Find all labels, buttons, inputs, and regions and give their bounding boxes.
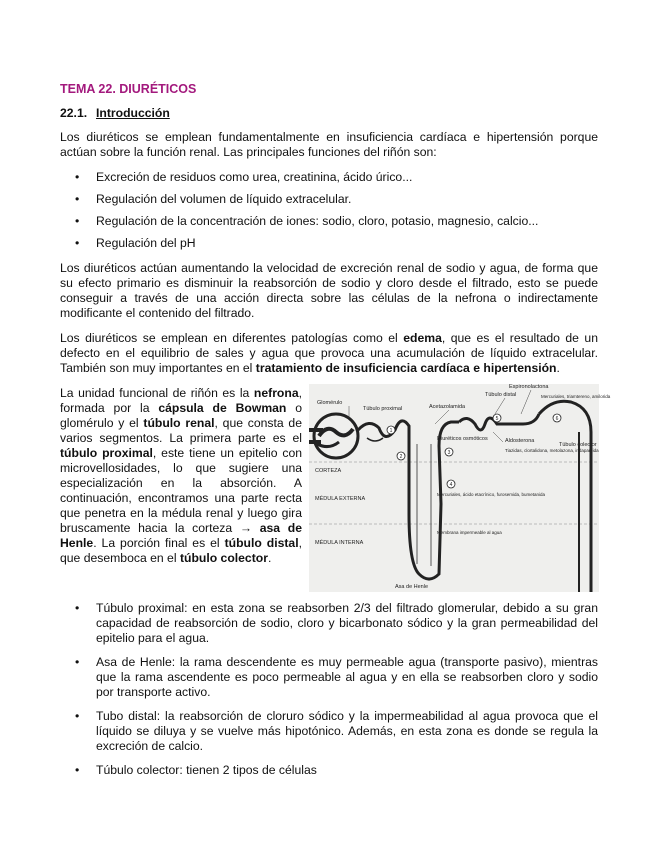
list-item: • Regulación del volumen de líquido extracelular. — [60, 192, 598, 207]
label-acetazolamida: Acetazolamida — [429, 404, 466, 410]
chapter-title: TEMA 22. DIURÉTICOS — [60, 82, 197, 96]
label-diureticos-osmoticos: Diuréticos osmóticos — [437, 436, 488, 442]
label-mercuriales-top: Mercuriales, triamtereno, amilorida — [541, 394, 611, 399]
list-item: • Regulación del pH — [60, 236, 598, 251]
marker-6: 6 — [555, 416, 559, 422]
label-aldosterona: Aldosterona — [505, 438, 535, 444]
kidney-functions-list — [60, 170, 598, 251]
nephron-paragraph: La unidad funcional de riñón es la nefrona, formada por la cápsula de Bowman o glomérulo y el túbulo renal, que consta de varios segmentos. La primera parte es el túbulo proximal, este tiene un epitelio con microvellosidades, lo que sugiere una especialización en la absorción. A continuación, encontramos una parte recta que penetra en la médula renal y luego gira bruscamente hacia la corteza → asa de Henle. La porción final es el túbulo distal, que desemboca en el túbulo colector. — [60, 386, 303, 565]
section-heading — [60, 106, 598, 121]
list-item: • Excreción de residuos como urea, creatinina, ácido úrico... — [60, 170, 598, 185]
edema-paragraph: Los diuréticos se emplean en diferentes patologías como el edema, que es el resultado de un defecto en el equilibrio de sales y agua que provoca una acumulación de líquido extracelular. También son muy importantes en el tratamiento de insuficiencia cardíaca e hipertensión. — [60, 331, 598, 375]
label-tiazidas: Tiazidas, clortalidona, metolazona, indapamida — [505, 448, 599, 453]
marker-4: 4 — [449, 482, 453, 488]
list-item: • Tubo distal: la reabsorción de cloruro sódico y la impermeabilidad al agua provoca que el líquido se diluya y se vuelve más hipotónico. Además, en esta zona es donde se regula la excreción de calcio. — [60, 709, 598, 754]
label-espironolactona: Espironolactona — [509, 384, 549, 390]
nephron-segments-list — [60, 601, 598, 778]
label-tubulo-proximal: Túbulo proximal — [363, 406, 403, 412]
nephron-section — [60, 384, 611, 591]
section-number: 22.1. — [60, 106, 88, 120]
label-tubulo-colector: Túbulo colector — [559, 442, 597, 448]
marker-3: 3 — [447, 450, 451, 456]
marker-1: 1 — [389, 428, 393, 434]
diuretics-action-paragraph: Los diuréticos actúan aumentando la velocidad de excreción renal de sodio y agua, de forma que su efecto primario es disminuir la reabsorción de sodio y cloro desde el filtrado, esto se puede conseguir a través de una acción directa sobre las células de la nefrona o indirectamente modificante el contenido del filtrado. — [60, 261, 598, 320]
list-item: • Regulación de la concentración de iones: sodio, cloro, potasio, magnesio, calcio... — [60, 214, 598, 229]
label-asa-de-henle: Asa de Henle — [395, 584, 429, 590]
list-item: • Túbulo proximal: en esta zona se reabsorben 2/3 del filtrado glomerular, debido a su gran capacidad de reabsorción de sodio, cloro y bicarbonato sódico y la gran permeabilidad del epitelio para el agua. — [60, 601, 598, 646]
list-item: • Túbulo colector: tienen 2 tipos de células — [60, 763, 598, 778]
nephron-diagram — [309, 384, 611, 592]
list-item: • Asa de Henle: la rama descendente es muy permeable agua (transporte pasivo), mientras que la rama ascendente es poco permeable al agua y en ella se reabsorben cloro y sodio por transporte activo. — [60, 655, 598, 700]
label-tubulo-distal: Túbulo distal — [485, 392, 517, 398]
marker-5: 5 — [495, 416, 499, 422]
label-medula-interna: MÉDULA INTERNA — [315, 540, 364, 546]
label-glomerulo: Glomérulo — [317, 400, 343, 406]
label-medula-externa: MÉDULA EXTERNA — [315, 496, 366, 502]
intro-paragraph: Los diuréticos se emplean fundamentalmente en insuficiencia cardíaca e hipertensión porque actúan sobre la función renal. Las principales funciones del riñón son: — [60, 130, 598, 159]
section-label: Introducción — [96, 106, 170, 120]
label-mercuriales-mid: Mercuriales, ácido etacrínico, furosemida, bumetanida — [437, 492, 546, 497]
document-page — [60, 82, 611, 788]
label-membrana: Membrana impermeable al agua — [437, 530, 502, 535]
marker-2: 2 — [399, 454, 403, 460]
label-corteza: CORTEZA — [315, 468, 342, 474]
